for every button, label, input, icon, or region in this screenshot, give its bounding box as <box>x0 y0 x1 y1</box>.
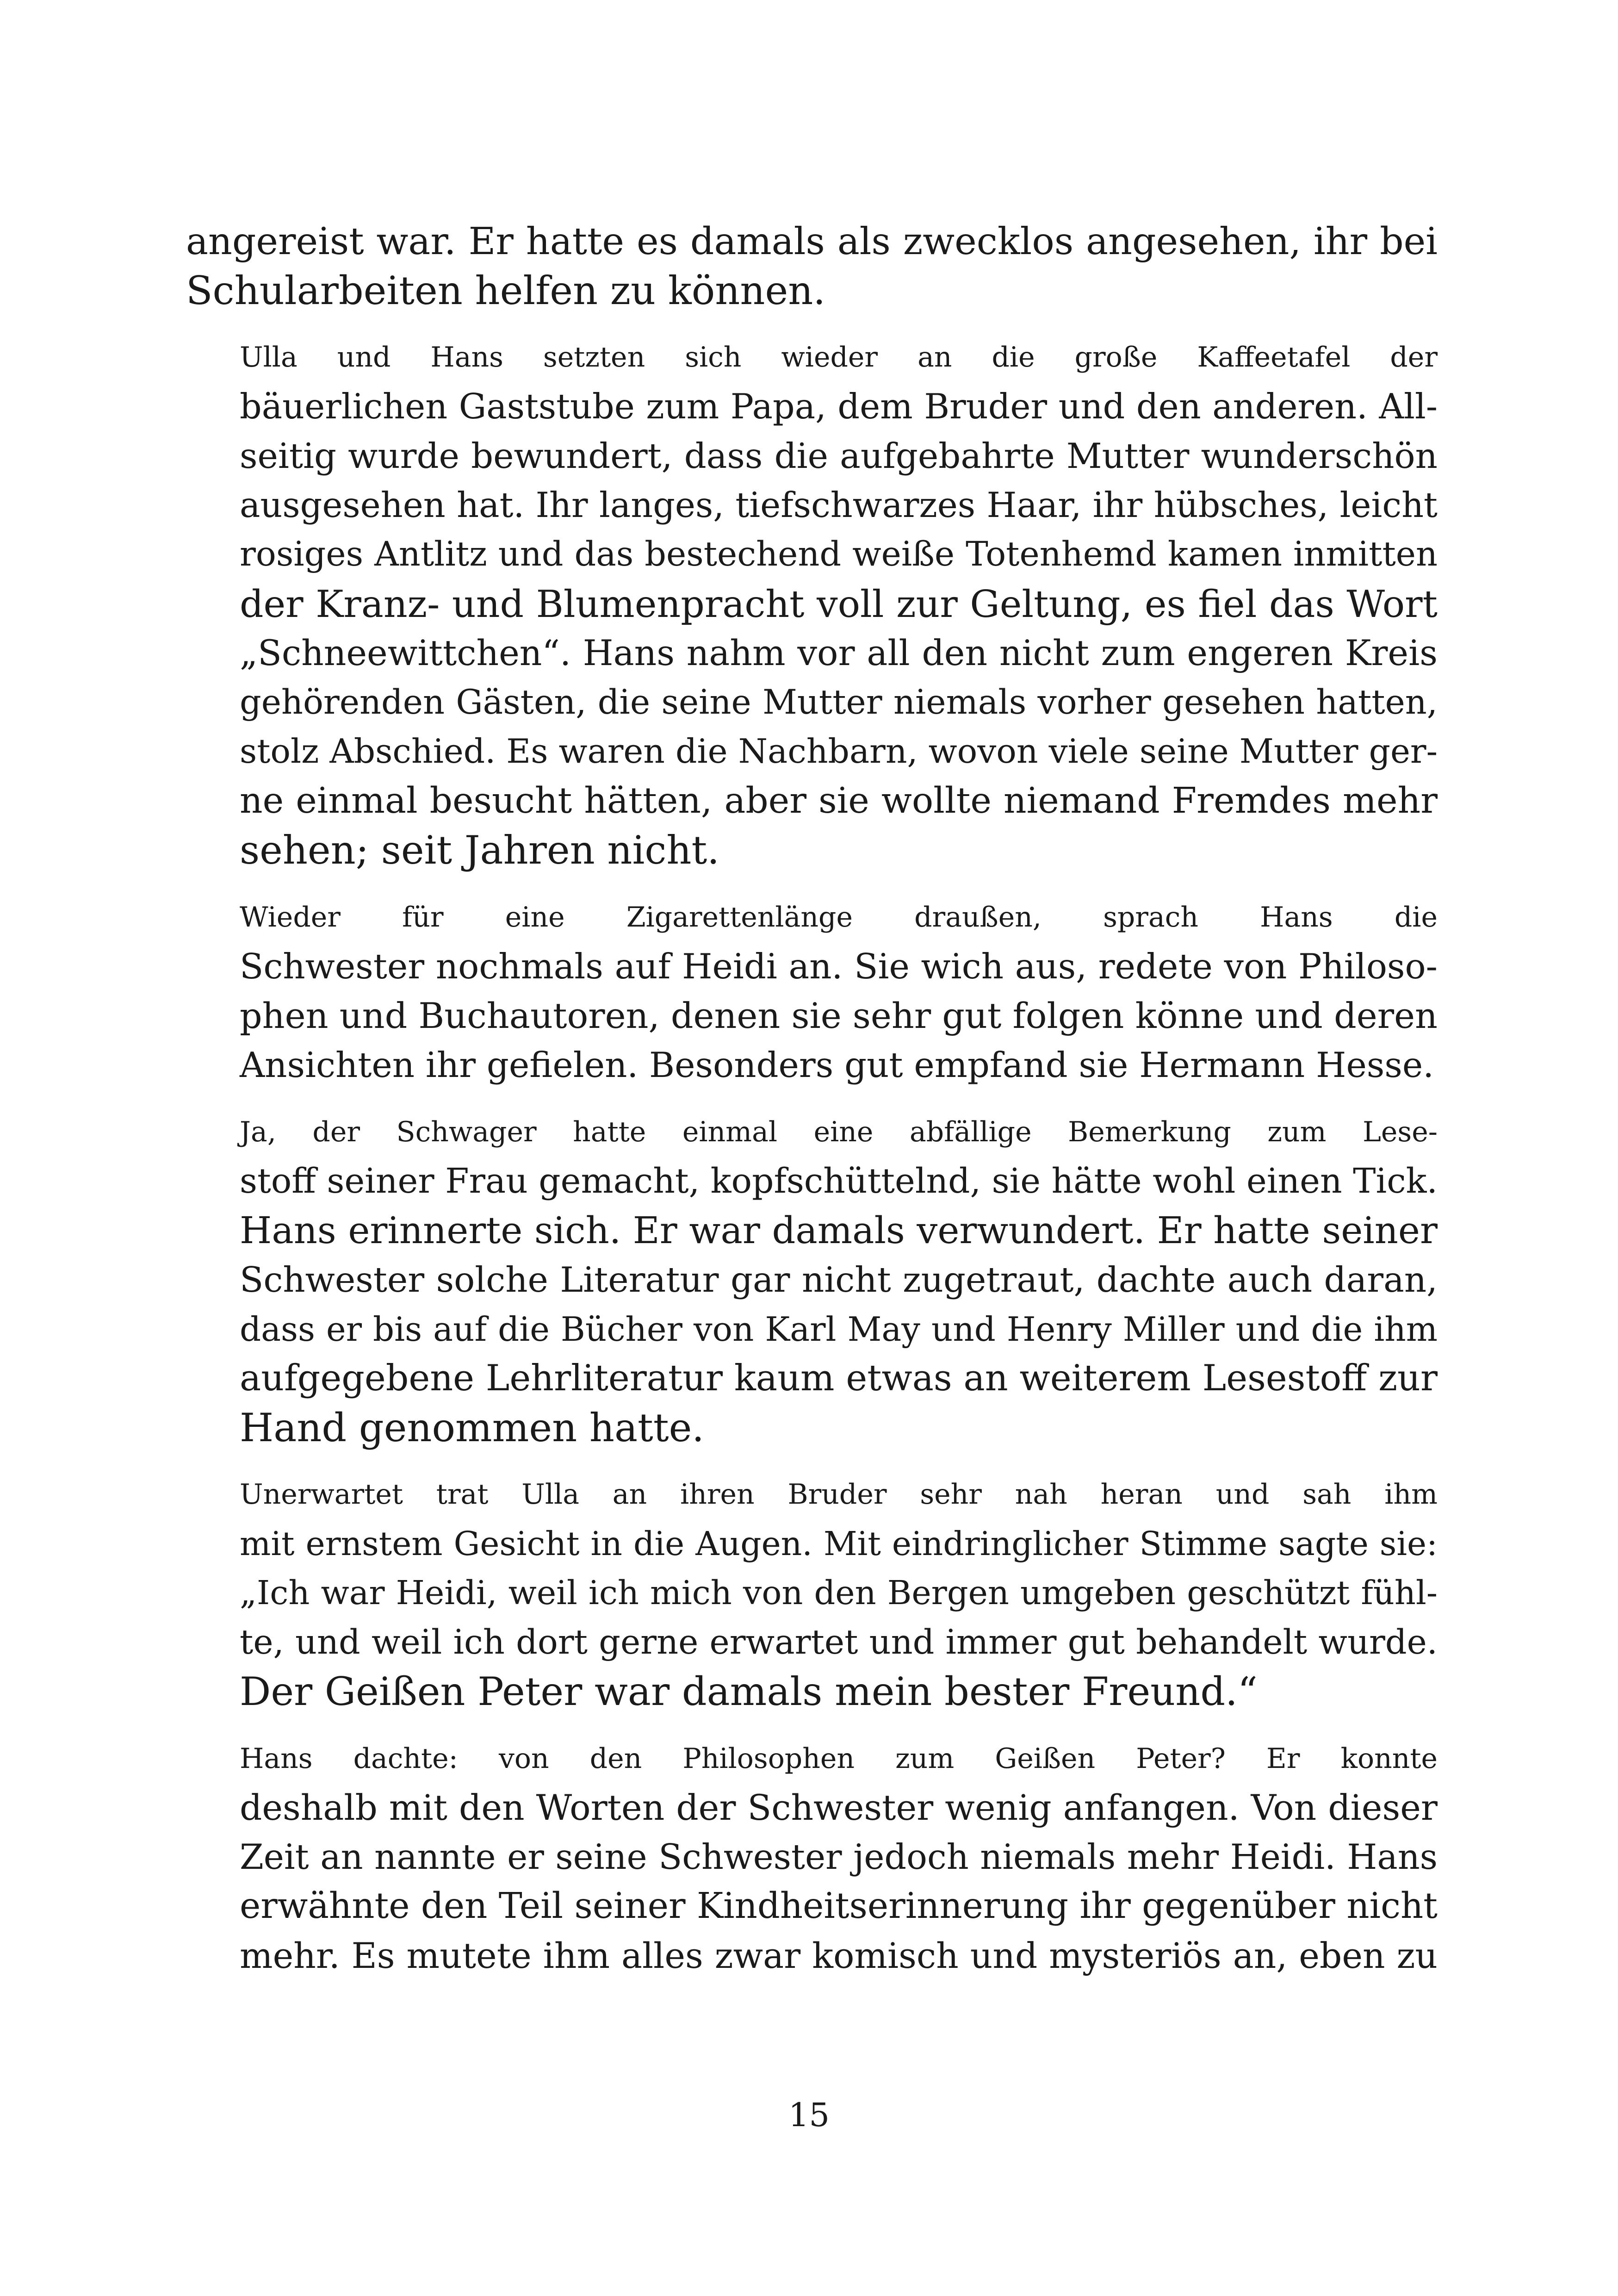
body-text <box>186 217 1438 1980</box>
text-line: gehörenden Gästen, die seine Mutter niemals vorher gesehen hatten, <box>240 682 1438 722</box>
paragraph <box>186 1734 1438 1981</box>
text-line: Der Geißen Peter war damals mein bester Freund.“ <box>240 1669 1258 1714</box>
text-line: der Kranz- und Blumenpracht voll zur Geltung, es fiel das Wort <box>240 582 1438 626</box>
paragraph <box>186 333 1438 875</box>
text-line: dass er bis auf die Bücher von Karl May und Henry Miller und die ihm <box>240 1309 1438 1349</box>
text-line: Ja, der Schwager hatte einmal eine abfällige Bemerkung zum Lese- <box>240 1115 1438 1148</box>
text-line: seitig wurde bewundert, dass die aufgebahrte Mutter wunderschön <box>240 436 1438 476</box>
text-line: ausgesehen hat. Ihr langes, tiefschwarzes Haar, ihr hübsches, leicht <box>240 485 1438 525</box>
text-line: Ulla und Hans setzten sich wieder an die große Kaffeetafel der <box>240 341 1438 373</box>
text-line: rosiges Antlitz und das bestechend weiße Totenhemd kamen inmitten <box>240 535 1438 574</box>
text-line: Zeit an nannte er seine Schwester jedoch niemals mehr Heidi. Hans <box>240 1836 1438 1877</box>
text-line: Schularbeiten helfen zu können. <box>186 268 826 313</box>
text-line: Schwester solche Literatur gar nicht zugetraut, dachte auch daran, <box>240 1259 1438 1300</box>
text-line: phen und Buchautoren, denen sie sehr gut folgen könne und deren <box>240 995 1438 1036</box>
text-line: Hand genommen hatte. <box>240 1405 704 1450</box>
text-line: Ansichten ihr gefielen. Besonders gut empfand sie Hermann Hesse. <box>240 1045 1434 1085</box>
text-line: erwähnte den Teil seiner Kindheitserinnerung ihr gegenüber nicht <box>240 1885 1438 1927</box>
text-line: angereist war. Er hatte es damals als zwecklos angesehen, ihr bei <box>186 219 1438 263</box>
text-line: sehen; seit Jahren nicht. <box>240 828 719 873</box>
text-line: Hans dachte: von den Philosophen zum Geißen Peter? Er konnte <box>240 1742 1438 1775</box>
paragraph <box>186 893 1438 1090</box>
text-line: te, und weil ich dort gerne erwartet und immer gut behandelt wurde. <box>240 1622 1438 1662</box>
text-line: mehr. Es mutete ihm alles zwar komisch und mysteriös an, eben zu <box>240 1935 1438 1976</box>
paragraph <box>186 217 1438 315</box>
paragraph <box>186 1108 1438 1453</box>
paragraph <box>186 1470 1438 1717</box>
text-line: „Schneewittchen“. Hans nahm vor all den nicht zum engeren Kreis <box>240 633 1438 673</box>
text-line: Wieder für eine Zigarettenlänge draußen, sprach Hans die <box>240 901 1438 933</box>
text-line: Schwester nochmals auf Heidi an. Sie wich aus, redete von Philoso- <box>240 946 1438 987</box>
text-line: stoff seiner Frau gemacht, kopfschüttelnd, sie hätte wohl einen Tick. <box>240 1161 1438 1201</box>
text-line: aufgegebene Lehrliteratur kaum etwas an weiterem Lesestoff zur <box>240 1357 1438 1399</box>
text-line: ne einmal besucht hätten, aber sie wollte niemand Fremdes mehr <box>240 780 1438 821</box>
text-line: mit ernstem Gesicht in die Augen. Mit eindringlicher Stimme sagte sie: <box>240 1524 1438 1563</box>
text-line: Hans erinnerte sich. Er war damals verwundert. Er hatte seiner <box>240 1208 1438 1252</box>
text-line: „Ich war Heidi, weil ich mich von den Bergen umgeben geschützt fühl- <box>240 1574 1438 1612</box>
text-line: bäuerlichen Gaststube zum Papa, dem Bruder und den anderen. All- <box>240 386 1438 427</box>
text-line: deshalb mit den Worten der Schwester wenig anfangen. Von dieser <box>240 1787 1438 1828</box>
page-number: 15 <box>788 2096 830 2134</box>
text-line: Unerwartet trat Ulla an ihren Bruder sehr nah heran und sah ihm <box>240 1478 1438 1511</box>
text-line: stolz Abschied. Es waren die Nachbarn, wovon viele seine Mutter ger- <box>240 732 1438 771</box>
